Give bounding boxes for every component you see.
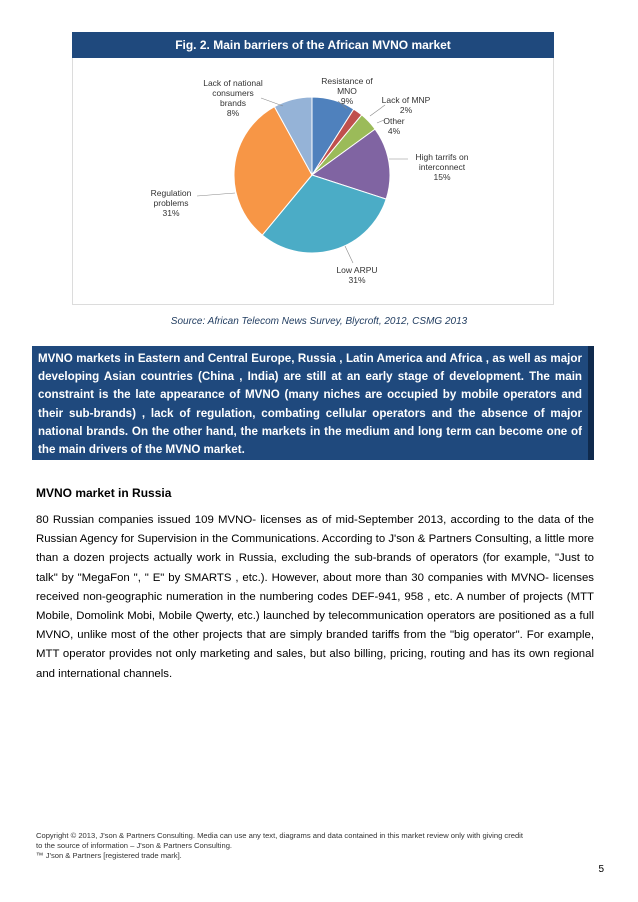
summary-highlight-box: MVNO markets in Eastern and Central Europe, Russia , Latin America and Africa , as well as major developing Asian countries (China , India) are still at an early stage of development. The main constraint is the late appearance of MVNO (many niches are occupied by mobile operators and their sub-brands) , lack of regulation, combating cellular operators and the absence of major national brands. On the other hand, the markets in the medium and long term can become one of the main drivers of the MVNO market. bbox=[32, 346, 594, 460]
slice-label-6: Regulation problems 31% bbox=[150, 188, 192, 218]
figure-title: Fig. 2. Main barriers of the African MVNO market bbox=[72, 32, 554, 58]
pie-chart bbox=[73, 58, 555, 305]
copyright-footer bbox=[36, 831, 598, 861]
leader-line-5 bbox=[345, 246, 353, 263]
page-number: 5 bbox=[598, 864, 604, 875]
slice-label-7: Lack of national consumers brands 8% bbox=[203, 78, 263, 118]
figure-source: Source: African Telecom News Survey, Blycroft, 2012, CSMG 2013 bbox=[170, 316, 468, 327]
section-body: 80 Russian companies issued 109 MVNO- licenses as of mid-September 2013, according to the data of the Russian Agency for Supervision in the Communications. According to J'son & Partners Consulting, a little more than a dozen projects actually work in Russia, excluding the sub-brands of operators (for example, "Just to talk" by "MegaFon ", " E" by SMARTS , etc.). However, about more than 30 companies with MVNO- licenses received non-geographic numeration in the numbering codes DEF-941, 958 , etc. A number of projects (MTT Mobile, Domolink Mobi, Mobile Qwerty, etc.) launched by telecommunication operators are positioned as a full MVNO, unlike most of the other projects that are simply branded tariffs from the "big operator". For example, MTT operator provides not only marketing and sales, but also billing, pricing, routing and has its own regional and international channels. bbox=[36, 514, 594, 680]
slice-label-1: Resistance of MNO 9% bbox=[321, 76, 373, 106]
footer-line-1: Copyright © 2013, J'son & Partners Consulting. Media can use any text, diagrams and data contained in this market review only with giving credit bbox=[36, 831, 523, 840]
leader-line-6 bbox=[197, 193, 235, 196]
leader-line-2 bbox=[370, 105, 385, 116]
slice-label-4: High tarrifs on interconnect 15% bbox=[415, 152, 469, 182]
footer-line-2: to the source of information – J'son & Partners Consulting. bbox=[36, 841, 233, 850]
leader-line-7 bbox=[261, 98, 283, 106]
footer-line-3: ™ J'son & Partners [registered trade mark]. bbox=[36, 851, 182, 860]
section-title: MVNO market in Russia bbox=[36, 486, 172, 500]
pie-chart-container bbox=[72, 58, 554, 305]
slice-label-2: Lack of MNP 2% bbox=[381, 95, 431, 115]
slice-label-5: Low ARPU 31% bbox=[336, 265, 378, 285]
slice-label-3: Other 4% bbox=[383, 116, 405, 136]
